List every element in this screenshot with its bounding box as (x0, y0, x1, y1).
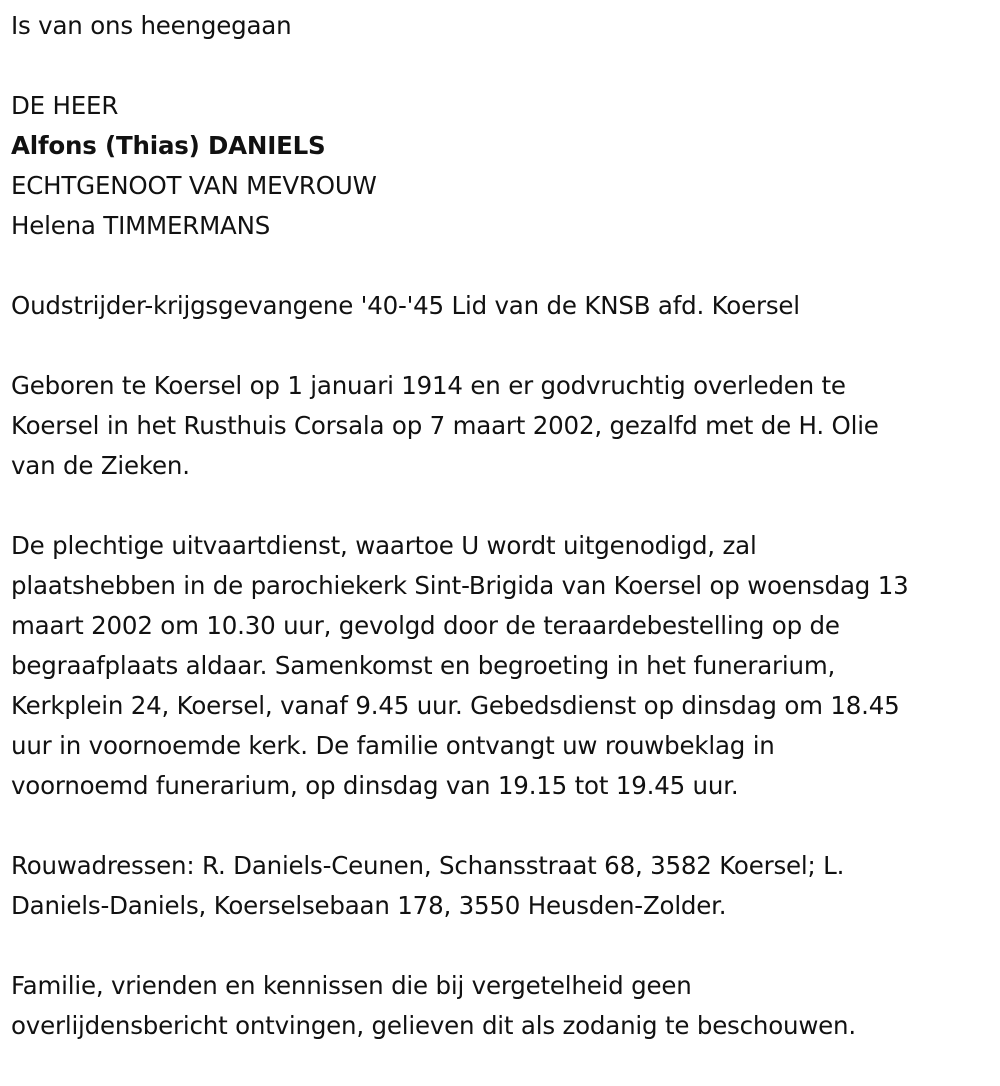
spacer (11, 486, 1000, 526)
paragraph-line: Kerkplein 24, Koersel, vanaf 9.45 uur. Gebedsdienst op dinsdag om 18.45 (11, 691, 900, 720)
affiliation-text: Oudstrijder-krijgsgevangene '40-'45 Lid van de KNSB afd. Koersel (11, 291, 800, 320)
paragraph-line: plaatshebben in de parochiekerk Sint-Brigida van Koersel op woensdag 13 (11, 571, 909, 600)
intro-text: Is van ons heengegaan (11, 11, 292, 40)
paragraph-line: overlijdensbericht ontvingen, gelieven dit als zodanig te beschouwen. (11, 1011, 856, 1040)
deceased-name: Alfons (Thias) DANIELS (11, 131, 326, 160)
paragraph-line: Rouwadressen: R. Daniels-Ceunen, Schansstraat 68, 3582 Koersel; L. (11, 851, 845, 880)
addresses-paragraph (11, 846, 1000, 926)
paragraph-line: Daniels-Daniels, Koerselsebaan 178, 3550 Heusden-Zolder. (11, 891, 727, 920)
paragraph-line: begraafplaats aldaar. Samenkomst en begroeting in het funerarium, (11, 651, 836, 680)
paragraph-line: van de Zieken. (11, 451, 190, 480)
funeral-paragraph (11, 526, 1000, 806)
spacer (11, 326, 1000, 366)
spouse-prefix: ECHTGENOOT VAN MEVROUW (11, 171, 377, 200)
paragraph-line: Geboren te Koersel op 1 januari 1914 en er godvruchtig overleden te (11, 371, 846, 400)
closing-paragraph (11, 966, 1000, 1046)
paragraph-line: maart 2002 om 10.30 uur, gevolgd door de teraardebestelling op de (11, 611, 840, 640)
paragraph-line: uur in voornoemde kerk. De familie ontvangt uw rouwbeklag in (11, 731, 775, 760)
spacer (11, 806, 1000, 846)
paragraph-line: Familie, vrienden en kennissen die bij vergetelheid geen (11, 971, 692, 1000)
spouse-name: Helena TIMMERMANS (11, 211, 271, 240)
paragraph-line: Koersel in het Rusthuis Corsala op 7 maart 2002, gezalfd met de H. Olie (11, 411, 879, 440)
spacer (11, 246, 1000, 286)
paragraph-line: De plechtige uitvaartdienst, waartoe U wordt uitgenodigd, zal (11, 531, 757, 560)
spacer (11, 46, 1000, 86)
birth-death-paragraph (11, 366, 1000, 486)
spacer (11, 926, 1000, 966)
salutation: DE HEER (11, 91, 119, 120)
paragraph-line: voornoemd funerarium, op dinsdag van 19.15 tot 19.45 uur. (11, 771, 739, 800)
